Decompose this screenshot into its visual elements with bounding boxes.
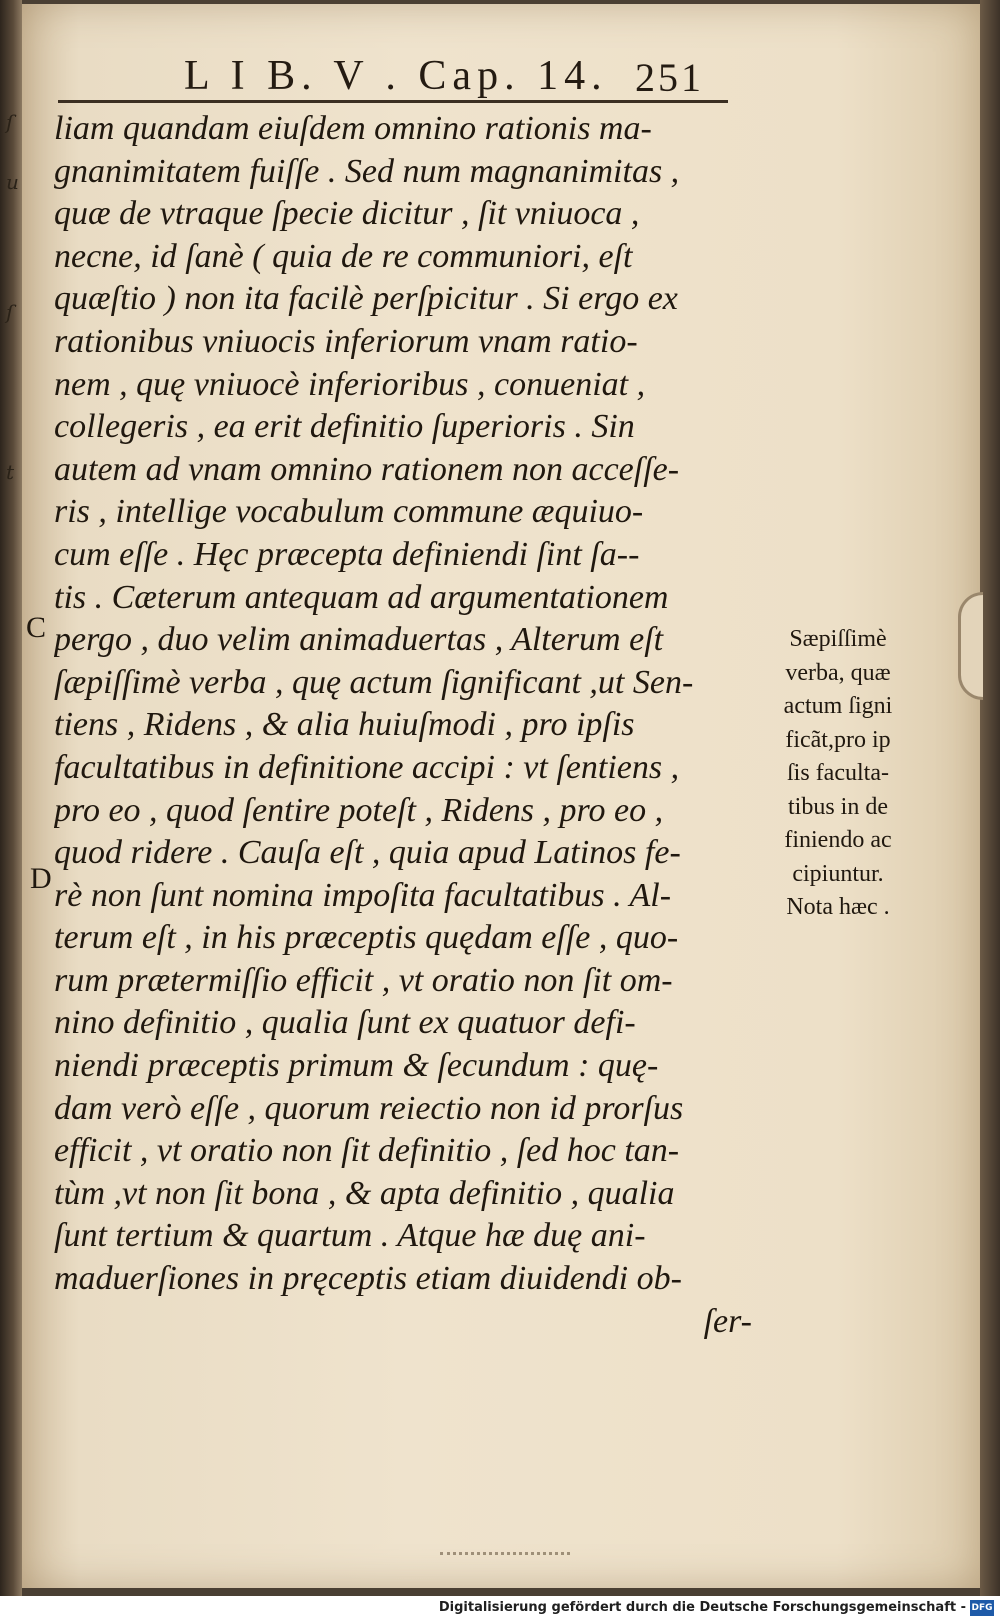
text-line: liam quandam eiuſdem omnino rationis ma- (54, 110, 652, 147)
page-header (58, 52, 728, 103)
margin-note-line: tibus in de (788, 793, 888, 820)
dfg-logo: DFG (970, 1600, 994, 1616)
text-line: rum prætermiſſio efficit , vt oratio non ſit om- (54, 961, 673, 999)
text-line: ſer- (703, 1302, 752, 1340)
margin-note-line: Nota hæc . (786, 894, 890, 920)
page-stain (440, 1552, 570, 1569)
text-line: gnanimitatem fuiſſe . Sed num magnanimitas , (54, 152, 680, 190)
text-line: nino definitio , qualia ſunt ex quatuor defi- (54, 1004, 636, 1042)
text-line: terum eſt , in his præceptis quędam eſſe , quo- (54, 919, 679, 957)
line-marker-d: D (30, 862, 52, 895)
margin-note-line: ſis faculta- (787, 760, 889, 786)
text-line: quæſtio ) non ita facilè perſpicitur . Si ergo ex (54, 280, 678, 318)
text-line: necne, id ſanè ( quia de re communiori, eſt (54, 237, 633, 275)
text-line: efficit , vt oratio non ſit definitio , ſed hoc tan- (54, 1132, 680, 1170)
text-line: ris , intellige vocabulum commune æquiuo- (54, 493, 644, 531)
text-line: tùm ,vt non ſit bona , & apta definitio , qualia (54, 1174, 675, 1212)
bleed-through-mark: u (6, 170, 19, 194)
margin-note-line: ficãt,pro ip (785, 726, 891, 753)
margin-note (758, 623, 918, 925)
footer-credit: Digitalisierung gefördert durch die Deutsche Forschungsgemeinschaft - (438, 1600, 966, 1615)
text-line: nem , quę vniuocè inferioribus , conueniat , (54, 365, 646, 403)
text-line: ſæpiſſimè verba , quę actum ſignificant ,ut Sen- (54, 663, 694, 701)
running-head: L I B. V . Cap. 14. (184, 53, 608, 99)
text-line: facultatibus in definitione accipi : vt ſentiens , (54, 748, 680, 786)
bleed-through-mark: t (6, 460, 15, 484)
text-line: niendi præceptis primum & ſecundum : quę- (54, 1047, 659, 1085)
text-line: dam verò eſſe , quorum reiectio non id prorſus (54, 1089, 684, 1127)
text-line: pro eo , quod ſentire poteſt , Ridens , pro eo , (54, 791, 664, 829)
text-line: quod ridere . Cauſa eſt , quia apud Latinos fe- (54, 834, 681, 872)
footer-bar (0, 1596, 1000, 1621)
book-edge (980, 0, 1000, 1596)
margin-note-line: verba, quæ (785, 659, 891, 686)
text-line: rè non ſunt nomina impoſita facultatibus . Al- (54, 876, 672, 914)
text-line: cum eſſe . Hęc præcepta definiendi ſint ſa-- (54, 535, 640, 573)
text-line: tis . Cæterum antequam ad argumentationem (54, 578, 669, 616)
margin-note-line: cipiuntur. (792, 860, 884, 887)
margin-note-line: Sæpiſſimè (789, 626, 887, 652)
text-line: tiens , Ridens , & alia huiuſmodi , pro ipſis (54, 706, 635, 744)
page-number: 251 (635, 55, 704, 100)
bleed-through-mark: ſ (6, 110, 14, 134)
book-binding (0, 0, 22, 1596)
bleed-through-mark: ſ (6, 300, 14, 324)
text-line: quæ de vtraque ſpecie dicitur , ſit vniuoca , (54, 195, 640, 233)
text-line: rationibus vniuocis inferiorum vnam ratio- (54, 322, 638, 360)
margin-note-line: actum ſigni (783, 693, 893, 719)
page-clip (958, 592, 983, 700)
text-line: maduerſiones in pręceptis etiam diuidendi ob- (54, 1260, 682, 1298)
text-line: pergo , duo velim animaduertas , Alterum eſt (54, 621, 664, 659)
text-line: collegeris , ea erit definitio ſuperioris . Sin (54, 408, 635, 446)
text-line: ſunt tertium & quartum . Atque hæ duę ani- (54, 1217, 646, 1255)
body-text (54, 108, 754, 1343)
text-line: autem ad vnam omnino rationem non acceſſe- (54, 450, 680, 488)
line-marker-c: C (26, 611, 47, 644)
margin-note-line: finiendo ac (784, 827, 892, 853)
